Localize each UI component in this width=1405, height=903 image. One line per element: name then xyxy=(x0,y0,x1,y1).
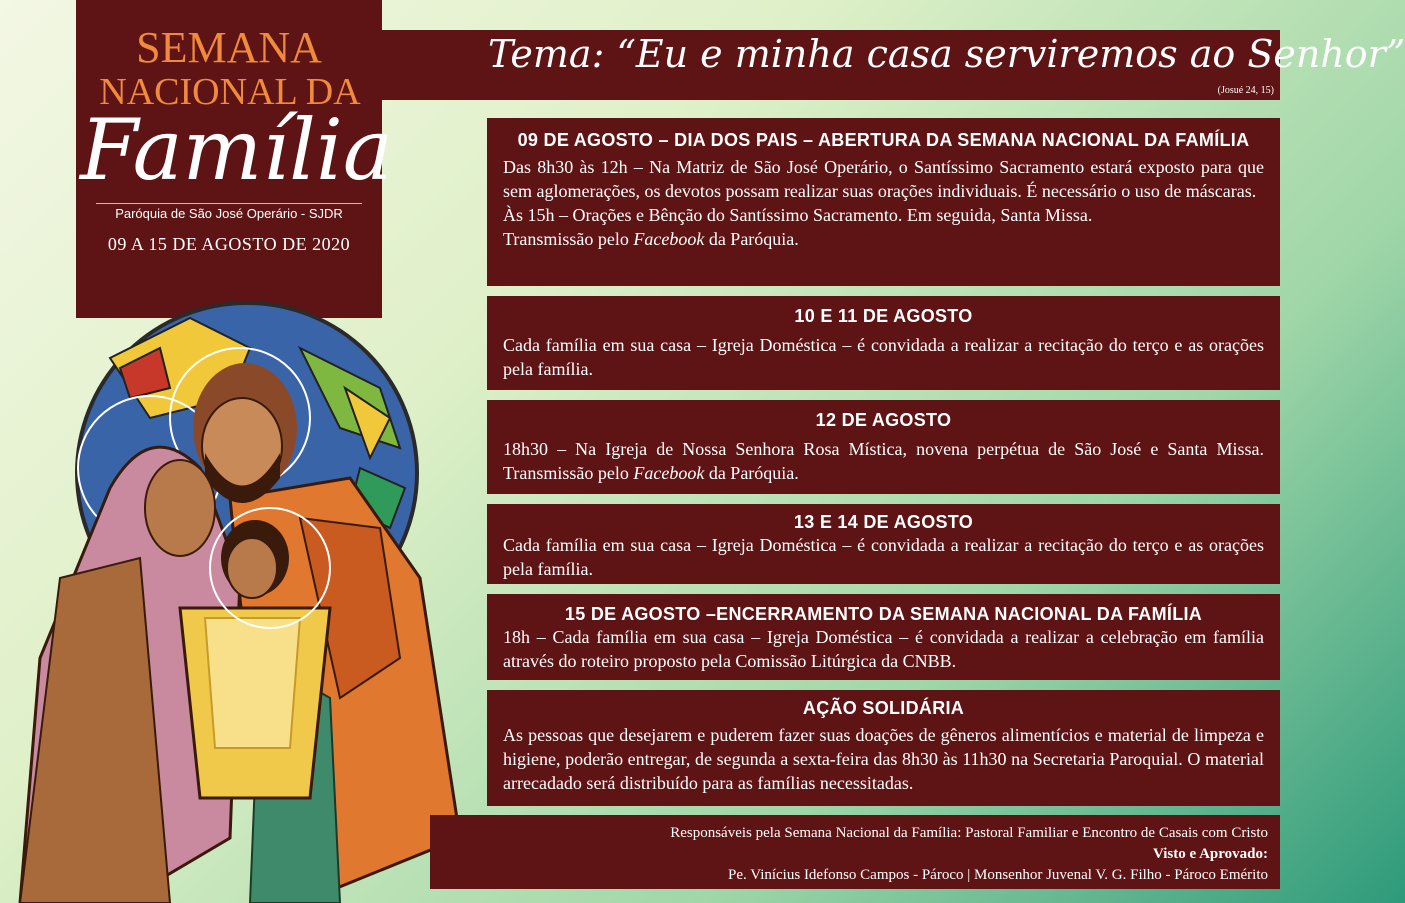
event-text: As pessoas que desejarem e puderem fazer suas doações de gêneros alimentícios e material de limpeza e higiene, poderão entregar, de segunda a sexta-feira das 8h30 às 11h30 na Secretaria Paroquial. O material arrecadado será distribuído para as famílias necessitadas. xyxy=(503,725,1264,793)
event-card-aug-12 xyxy=(487,400,1280,494)
footer-clergy: Pe. Vinícius Idefonso Campos - Pároco | Monsenhor Juvenal V. G. Filho - Pároco Emérito xyxy=(728,867,1268,883)
facebook-label: Facebook xyxy=(633,229,705,249)
parish-name: Paróquia de São José Operário - SJDR xyxy=(115,206,343,221)
event-title: 10 E 11 DE AGOSTO xyxy=(794,306,973,326)
footer-responsible: Responsáveis pela Semana Nacional da Família: Pastoral Familiar e Encontro de Casais com Cristo xyxy=(670,825,1268,841)
event-title: 13 E 14 DE AGOSTO xyxy=(793,512,974,532)
event-text-1: 18h30 – Na Igreja de Nossa Senhora Rosa Mística, novena perpétua de São José e Santa Missa. Transmissão pelo xyxy=(503,439,1264,483)
title-semana: SEMANA xyxy=(136,23,322,72)
event-text-3a: Transmissão pelo xyxy=(503,229,634,249)
event-title: AÇÃO SOLIDÁRIA xyxy=(802,698,965,718)
footer-approved: Visto e Aprovado: xyxy=(1152,846,1268,862)
title-nacional: NACIONAL DA xyxy=(99,71,361,113)
facebook-label: Facebook xyxy=(633,463,705,483)
event-card-aug-09 xyxy=(487,118,1280,286)
holy-family-illustration xyxy=(0,278,470,903)
footer xyxy=(430,815,1280,889)
event-title: 09 DE AGOSTO – DIA DOS PAIS – ABERTURA DA SEMANA NACIONAL DA FAMÍLIA xyxy=(517,130,1250,150)
event-card-aug-13-14 xyxy=(487,504,1280,584)
event-text-3 xyxy=(503,227,1264,251)
theme-text: Tema: “Eu e minha casa serviremos ao Senhor” xyxy=(488,32,1405,76)
event-dates: 09 A 15 DE AGOSTO DE 2020 xyxy=(107,234,351,254)
event-text-1: Das 8h30 às 12h – Na Matriz de São José Operário, o Santíssimo Sacramento estará exposto para que sem aglomerações, os devotos possam realizar suas orações individuais. É necessário o uso de máscaras. xyxy=(503,157,1264,201)
event-text xyxy=(503,437,1264,485)
divider xyxy=(96,203,362,204)
event-text-2: Às 15h – Orações e Bênção do Santíssimo Sacramento. Em seguida, Santa Missa. xyxy=(503,205,1093,225)
event-card-solidarity xyxy=(487,690,1280,806)
event-text: Cada família em sua casa – Igreja Doméstica – é convidada a realizar a recitação do terço e as orações pela família. xyxy=(503,535,1264,579)
event-title: 12 DE AGOSTO xyxy=(815,410,952,430)
event-text-1c: da Paróquia. xyxy=(704,463,799,483)
event-text: 18h – Cada família em sua casa – Igreja Doméstica – é convidada a realizar a celebração em família através do roteiro proposto pela Comissão Litúrgica da CNBB. xyxy=(503,627,1264,671)
event-text-3c: da Paróquia. xyxy=(704,229,799,249)
event-text: Cada família em sua casa – Igreja Doméstica – é convidada a realizar a recitação do terço e as orações pela família. xyxy=(503,335,1264,379)
event-title: 15 DE AGOSTO –ENCERRAMENTO DA SEMANA NACIONAL DA FAMÍLIA xyxy=(564,604,1203,624)
theme-reference: (Josué 24, 15) xyxy=(1217,85,1274,96)
event-card-aug-15 xyxy=(487,594,1280,680)
event-text xyxy=(503,155,1264,203)
event-card-aug-10-11 xyxy=(487,296,1280,390)
title-familia: Família xyxy=(80,101,393,199)
